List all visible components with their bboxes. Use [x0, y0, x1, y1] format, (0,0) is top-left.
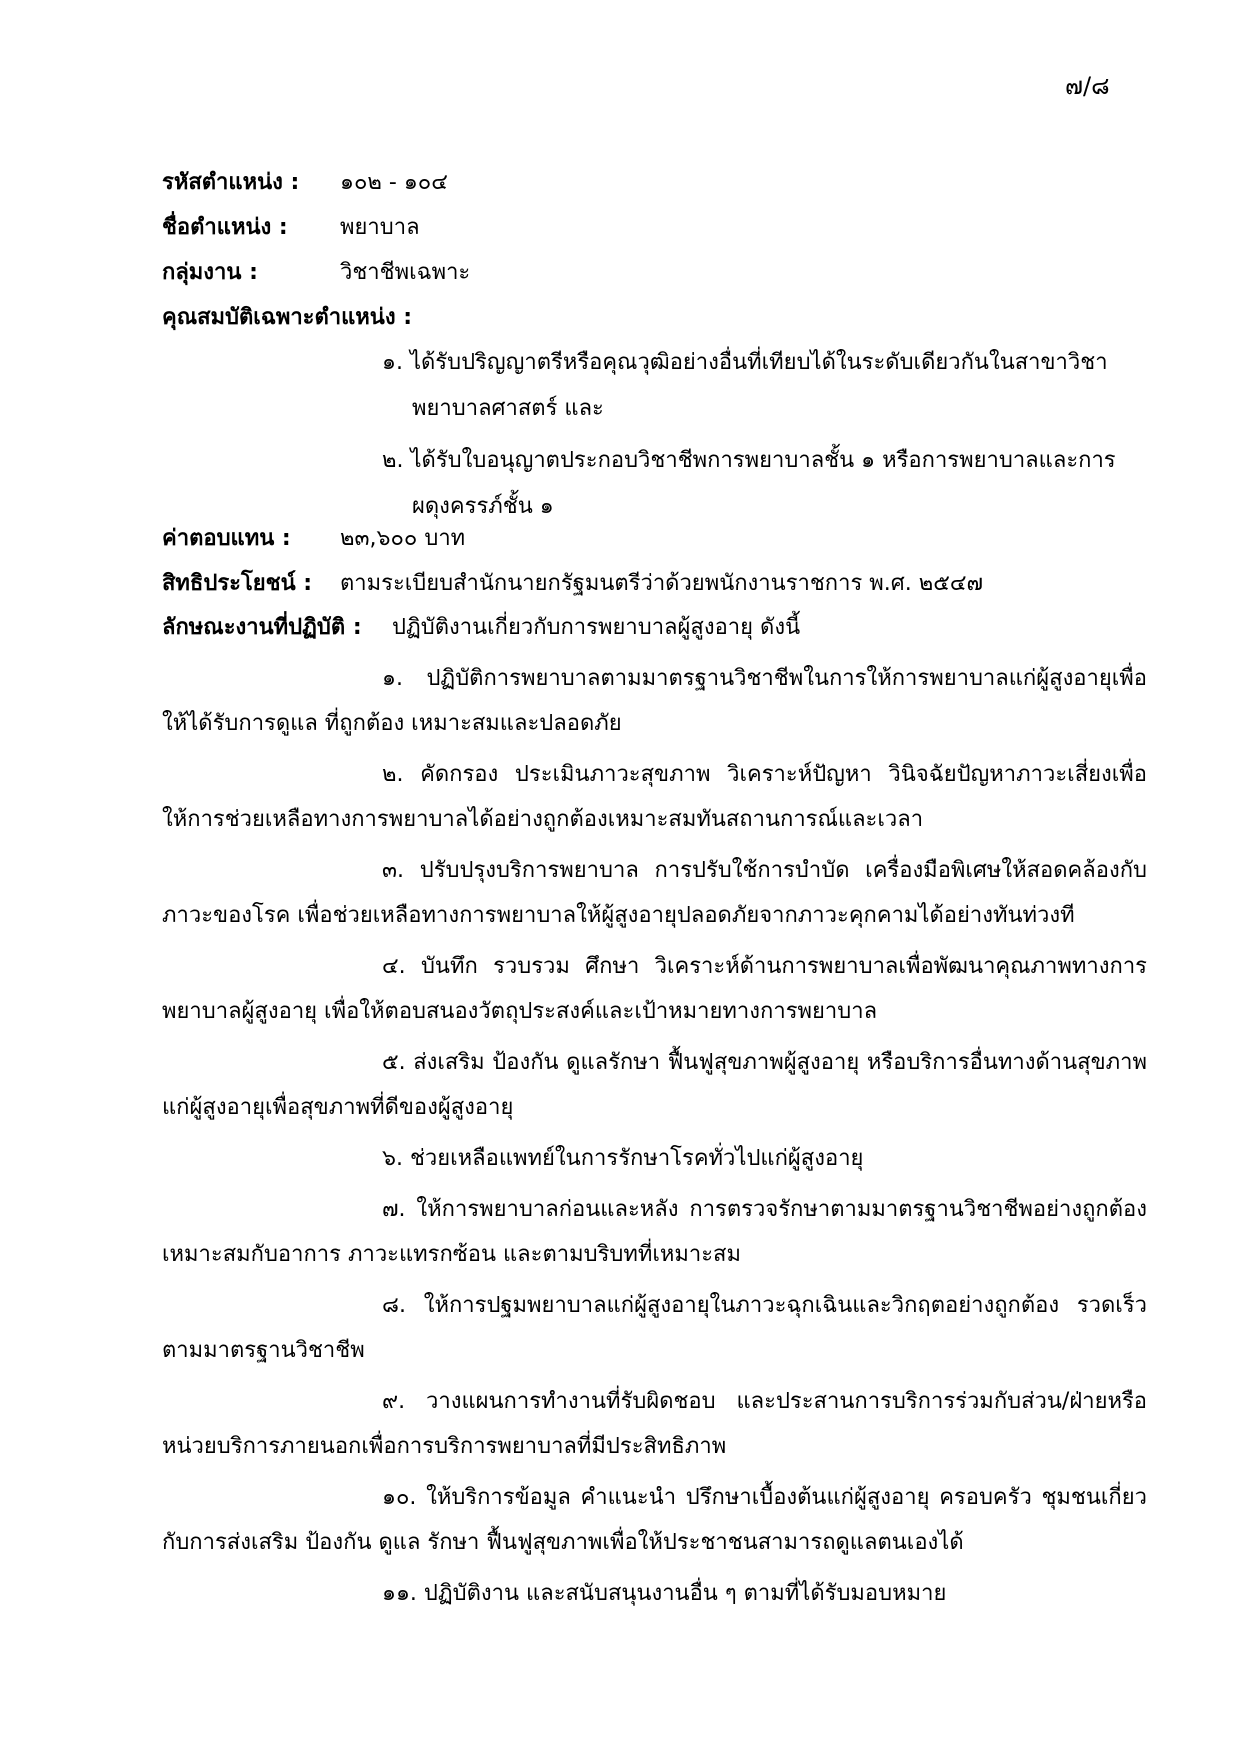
duty-item: ๙. วางแผนการทำงานที่รับผิดชอบ และประสานการบริการร่วมกับส่วน/ฝ่ายหรือหน่วยบริการภายนอกเพื่อการบริการพยาบาลที่มีประสิทธิภาพ [162, 1389, 1147, 1459]
position-name-value: พยาบาล [340, 215, 420, 240]
duty-item: ๗. ให้การพยาบาลก่อนและหลัง การตรวจรักษาตามมาตรฐานวิชาชีพอย่างถูกต้องเหมาะสมกับอาการ ภาวะแทรกซ้อน และตามบริบทที่เหมาะสม [162, 1197, 1147, 1267]
position-name-label: ชื่อตำแหน่ง : [162, 215, 288, 240]
duty-item: ๑๑. ปฏิบัติงาน และสนับสนุนงานอื่น ๆ ตามที่ได้รับมอบหมาย [382, 1581, 947, 1606]
job-nature-value: ปฏิบัติงานเกี่ยวกับการพยาบาลผู้สูงอายุ ดังนี้ [392, 615, 801, 640]
position-code-label: รหัสตำแหน่ง : [162, 170, 300, 195]
compensation-label: ค่าตอบแทน : [162, 526, 291, 551]
position-code-value: ๑๐๒ - ๑๐๔ [340, 170, 448, 195]
qualifications-list [382, 340, 1142, 530]
benefits-label: สิทธิประโยชน์ : [162, 571, 313, 596]
benefits-value: ตามระเบียบสำนักนายกรัฐมนตรีว่าด้วยพนักงานราชการ พ.ศ. ๒๕๔๗ [340, 571, 984, 596]
qualification-item: ๑. ได้รับปริญญาตรีหรือคุณวุฒิอย่างอื่นที่เทียบได้ในระดับเดียวกันในสาขาวิชาพยาบาลศาสตร์ และ [382, 350, 1108, 421]
work-group-value: วิชาชีพเฉพาะ [340, 260, 471, 285]
duty-item: ๖. ช่วยเหลือแพทย์ในการรักษาโรคทั่วไปแก่ผู้สูงอายุ [382, 1146, 864, 1171]
duty-item: ๒. คัดกรอง ประเมินภาวะสุขภาพ วิเคราะห์ปัญหา วินิจฉัยปัญหาภาวะเสี่ยงเพื่อให้การช่วยเหลือทางการพยาบาลได้อย่างถูกต้องเหมาะสมทันสถานการณ์และเวลา [162, 762, 1147, 832]
qualification-item: ๒. ได้รับใบอนุญาตประกอบวิชาชีพการพยาบาลชั้น ๑ หรือการพยาบาลและการผดุงครรภ์ชั้น ๑ [382, 448, 1116, 519]
compensation-value: ๒๓,๖๐๐ บาท [340, 526, 466, 551]
job-nature-label: ลักษณะงานที่ปฏิบัติ : [162, 615, 362, 640]
work-group-label: กลุ่มงาน : [162, 260, 258, 285]
duty-item: ๑. ปฏิบัติการพยาบาลตามมาตรฐานวิชาชีพในการให้การพยาบาลแก่ผู้สูงอายุเพื่อให้ได้รับการดูแล ที่ถูกต้อง เหมาะสมและปลอดภัย [162, 666, 1147, 736]
duty-item: ๘. ให้การปฐมพยาบาลแก่ผู้สูงอายุในภาวะฉุกเฉินและวิกฤตอย่างถูกต้อง รวดเร็วตามมาตรฐานวิชาชีพ [162, 1293, 1147, 1363]
page-number: ๗/๘ [1065, 72, 1110, 100]
duty-item: ๔. บันทึก รวบรวม ศึกษา วิเคราะห์ด้านการพยาบาลเพื่อพัฒนาคุณภาพทางการพยาบาลผู้สูงอายุ เพื่อให้ตอบสนองวัตถุประสงค์และเป้าหมายทางการพยาบาล [162, 954, 1147, 1024]
duty-item: ๕. ส่งเสริม ป้องกัน ดูแลรักษา ฟื้นฟูสุขภาพผู้สูงอายุ หรือบริการอื่นทางด้านสุขภาพแก่ผู้สูงอายุเพื่อสุขภาพที่ดีของผู้สูงอายุ [162, 1050, 1147, 1120]
qualifications-label: คุณสมบัติเฉพาะตำแหน่ง : [162, 305, 413, 330]
duty-item: ๑๐. ให้บริการข้อมูล คำแนะนำ ปรึกษาเบื้องต้นแก่ผู้สูงอายุ ครอบครัว ชุมชนเกี่ยวกับการส่งเสริม ป้องกัน ดูแล รักษา ฟื้นฟูสุขภาพเพื่อให้ประชาชนสามารถดูแลตนเองได้ [162, 1485, 1147, 1555]
duty-item: ๓. ปรับปรุงบริการพยาบาล การปรับใช้การบำบัด เครื่องมือพิเศษให้สอดคล้องกับภาวะของโรค เพื่อช่วยเหลือทางการพยาบาลให้ผู้สูงอายุปลอดภัยจากภาวะคุกคามได้อย่างทันท่วงที [162, 858, 1147, 928]
duties-list [162, 656, 1147, 1622]
